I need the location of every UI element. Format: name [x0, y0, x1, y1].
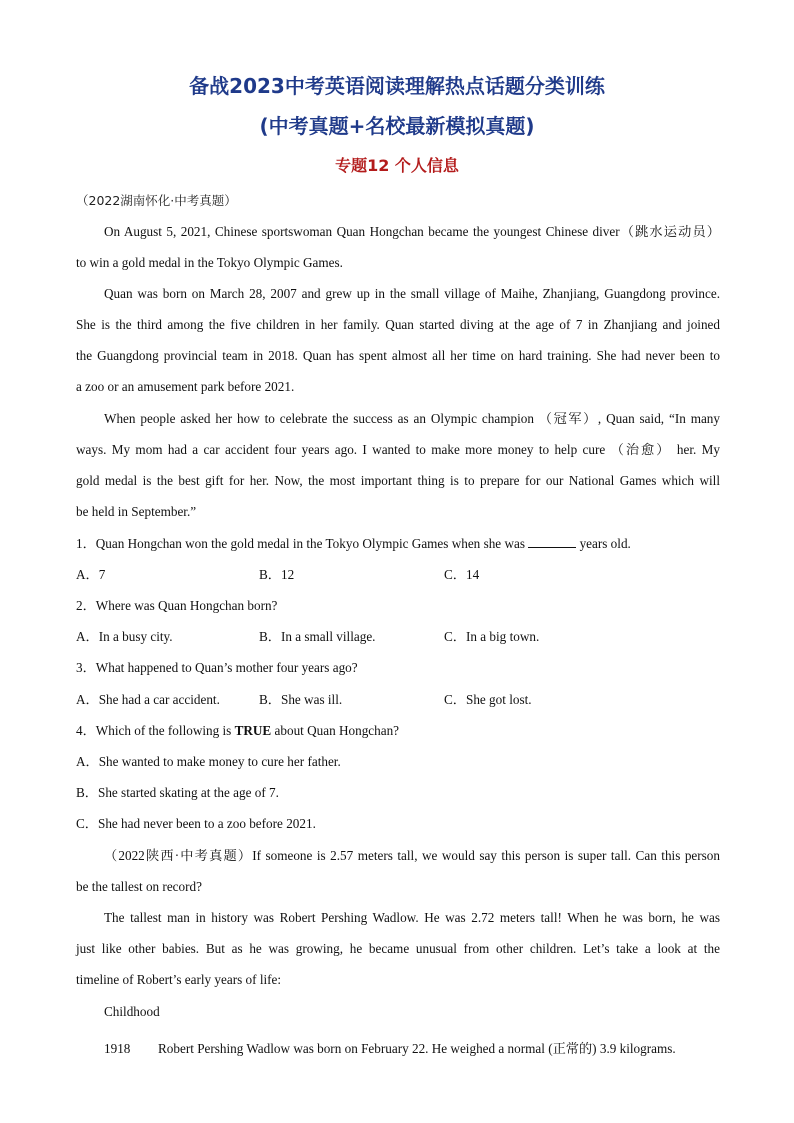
passage2-line: be the tallest on record? [76, 879, 202, 894]
passage1-line: the Guangdong provincial team in 2018. Quan has spent almost all her time on hard training. She had never been to [76, 348, 720, 363]
question-3-option-b: B．She was ill. [259, 692, 343, 707]
topic-title: 专题12 个人信息 [335, 156, 459, 175]
section-heading-childhood: Childhood [104, 1004, 160, 1019]
passage1-source: （2022湖南怀化·中考真题） [76, 193, 237, 208]
question-1-option-a: A．7 [76, 567, 106, 582]
question-3-option-a: A．She had a car accident. [76, 692, 220, 707]
passage2-line: （2022陕西·中考真题）If someone is 2.57 meters tall, we would say this person is super tall. Can this person [104, 848, 720, 863]
question-2-option-c: C．In a big town. [444, 629, 540, 644]
passage1-line: be held in September.” [76, 504, 197, 519]
passage1-line: When people asked her how to celebrate the success as an Olympic champion （冠军）, Quan said, “In many [104, 411, 720, 426]
passage1-line: On August 5, 2021, Chinese sportswoman Quan Hongchan became the youngest Chinese diver（跳水运动员） [104, 224, 720, 239]
passage1-line: Quan was born on March 28, 2007 and grew up in the small village of Maihe, Zhanjiang, Guangdong province. [104, 286, 720, 301]
question-4-option-b: B．She started skating at the age of 7. [76, 785, 279, 800]
question-4-option-a: A．She wanted to make money to cure her father. [76, 754, 341, 769]
document-subtitle: (中考真题+名校最新模拟真题) [259, 114, 535, 138]
passage1-line: She is the third among the five children in her family. Quan started diving at the age of 7 in Zhanjiang and joined [76, 317, 720, 332]
question-3-stem: 3．What happened to Quan’s mother four years ago? [76, 660, 358, 675]
question-3-option-c: C．She got lost. [444, 692, 532, 707]
timeline-text: Robert Pershing Wadlow was born on February 22. He weighed a normal (正常的) 3.9 kilograms. [158, 1041, 676, 1056]
question-4-stem: 4．Which of the following is TRUE about Quan Hongchan? [76, 723, 400, 738]
question-1-stem: 1．Quan Hongchan won the gold medal in the Tokyo Olympic Games when she was years old. [76, 536, 631, 551]
question-2-option-a: A．In a busy city. [76, 629, 173, 644]
document-title: 备战2023中考英语阅读理解热点话题分类训练 [189, 74, 605, 98]
question-1-option-b: B．12 [259, 567, 295, 582]
emphasis-true: TRUE [234, 723, 272, 738]
answer-blank [528, 535, 576, 548]
passage2-line: just like other babies. But as he was growing, he became unusual from other children. Let’s take a look at the [76, 941, 720, 956]
timeline-year: 1918 [104, 1041, 131, 1056]
passage1-line: a zoo or an amusement park before 2021. [76, 379, 295, 394]
passage2-line: The tallest man in history was Robert Pershing Wadlow. He was 2.72 meters tall! When he was born, he was [104, 910, 720, 925]
passage1-line: to win a gold medal in the Tokyo Olympic Games. [76, 255, 343, 270]
question-2-stem: 2．Where was Quan Hongchan born? [76, 598, 278, 613]
question-2-option-b: B．In a small village. [259, 629, 376, 644]
question-1-option-c: C．14 [444, 567, 480, 582]
passage1-line: ways. My mom had a car accident four years ago. I wanted to make more money to help cure （治愈） her. My [76, 442, 720, 457]
passage1-line: gold medal is the best gift for her. Now, the most important thing is to prepare for our National Games which will [76, 473, 720, 488]
question-4-option-c: C．She had never been to a zoo before 2021. [76, 816, 316, 831]
passage2-line: timeline of Robert’s early years of life: [76, 972, 282, 987]
